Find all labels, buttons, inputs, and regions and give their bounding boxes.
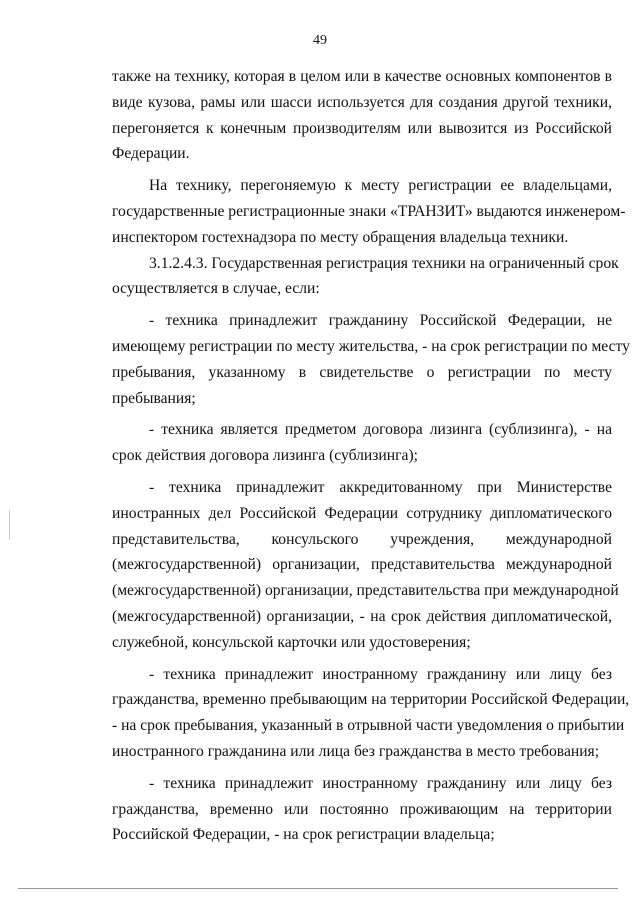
footer-rule xyxy=(18,888,618,889)
text-line: Федерации. xyxy=(112,145,190,163)
scan-margin-mark xyxy=(9,510,10,540)
text-line: осуществляется в случае, если: xyxy=(112,280,320,298)
text-line: (межгосударственной) организации, представительства при международной xyxy=(112,582,619,600)
text-line: (межгосударственной) организации, представительства международной xyxy=(112,556,612,574)
text-line: пребывания; xyxy=(112,389,196,407)
text-line: - техника принадлежит иностранному гражданину или лицу без xyxy=(149,774,612,792)
text-line: перегоняется к конечным производителям или вывозится из Российской xyxy=(112,119,612,137)
text-line: (межгосударственной) организации, - на срок действия дипломатической, xyxy=(112,607,612,625)
text-line: служебной, консульской карточки или удостоверения; xyxy=(112,633,471,651)
text-line: пребывания, указанному в свидетельстве о регистрации по месту xyxy=(112,363,612,381)
text-line: государственные регистрационные знаки «ТРАНЗИТ» выдаются инженером- xyxy=(112,202,626,220)
text-line: инспектором гостехнадзора по месту обращения владельца техники. xyxy=(112,228,569,246)
text-line: На технику, перегоняемую к месту регистрации ее владельцами, xyxy=(149,177,612,195)
text-line: срок действия договора лизинга (сублизинга); xyxy=(112,447,418,465)
text-line: гражданства, временно пребывающим на территории Российской Федерации, xyxy=(112,691,630,709)
text-line: - техника является предметом договора лизинга (сублизинга), - на xyxy=(149,421,612,439)
text-line: представительства, консульского учреждения, международной xyxy=(112,530,612,548)
text-line: иностранного гражданина или лица без гражданства в место требования; xyxy=(112,742,600,760)
document-body xyxy=(112,64,630,848)
text-line: - техника принадлежит аккредитованному при Министерстве xyxy=(149,478,612,496)
text-line: - техника принадлежит иностранному гражданину или лицу без xyxy=(149,665,612,683)
page-number: 49 xyxy=(313,33,327,48)
text-line: Российской Федерации, - на срок регистрации владельца; xyxy=(112,826,495,844)
text-line: 3.1.2.4.3. Государственная регистрация техники на ограниченный срок xyxy=(149,254,619,272)
text-line: имеющему регистрации по месту жительства, - на срок регистрации по месту xyxy=(112,337,630,355)
text-line: - на срок пребывания, указанный в отрывной части уведомления о прибытии xyxy=(112,717,625,735)
text-line: гражданства, временно или постоянно проживающим на территории xyxy=(112,800,612,818)
text-line: виде кузова, рамы или шасси используется для создания другой техники, xyxy=(112,93,612,111)
text-line: также на технику, которая в целом или в качестве основных компонентов в xyxy=(112,68,612,85)
text-line: - техника принадлежит гражданину Российской Федерации, не xyxy=(149,312,612,330)
text-line: иностранных дел Российской Федерации сотруднику дипломатического xyxy=(112,504,612,522)
